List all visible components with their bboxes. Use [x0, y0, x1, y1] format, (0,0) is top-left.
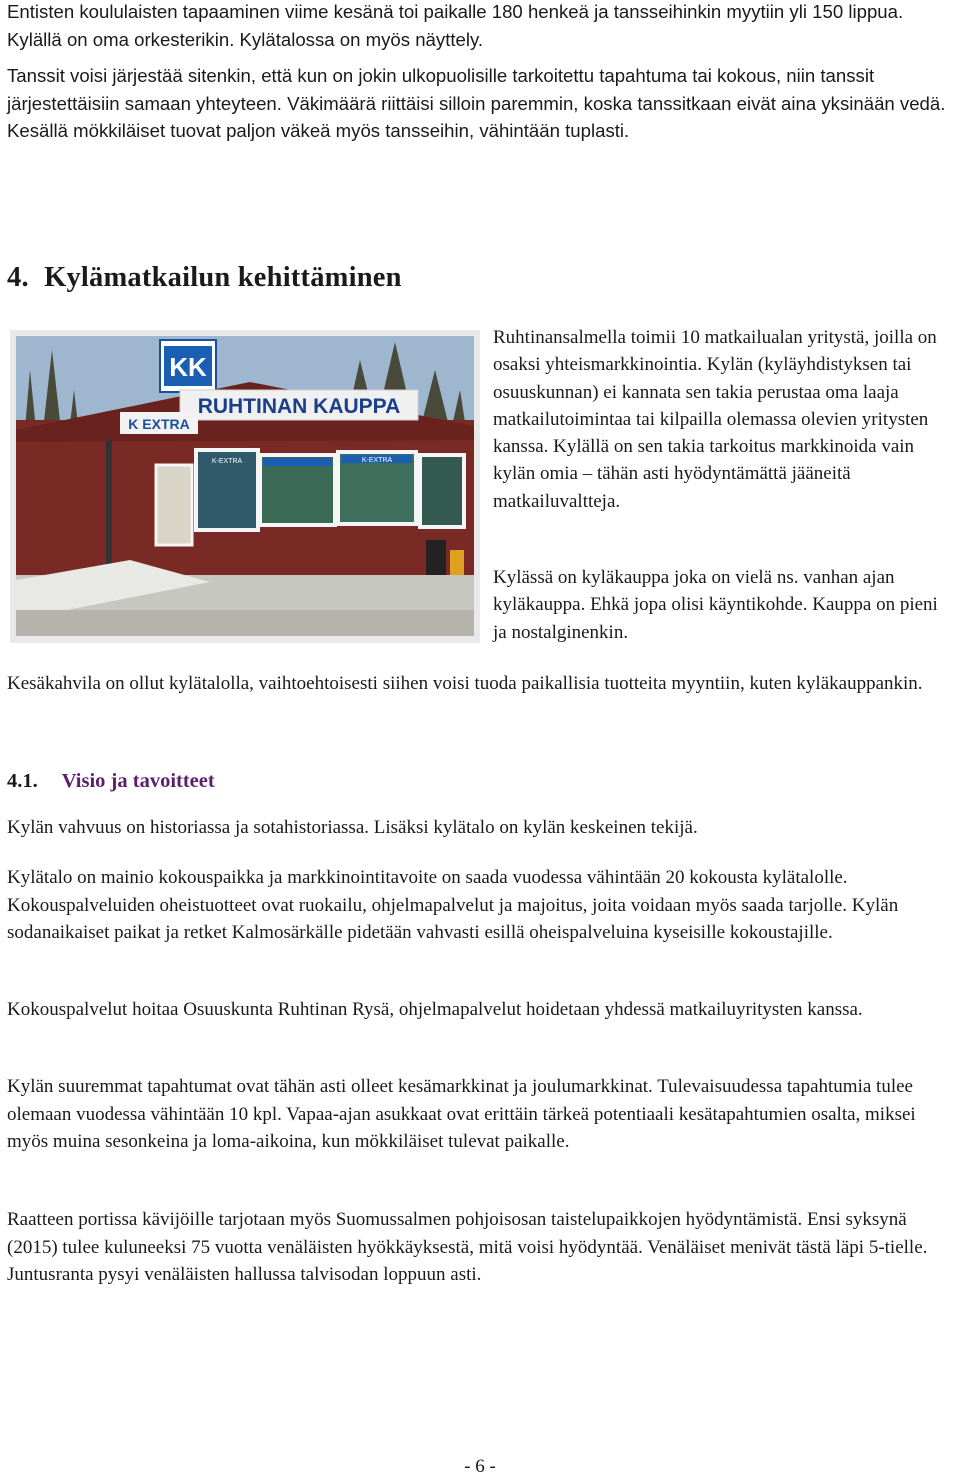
section-41-paragraph-3: Kokouspalvelut hoitaa Osuuskunta Ruhtinan Rysä, ohjelmapalvelut hoidetaan yhdessä matkailuyritysten kanssa. [7, 999, 863, 1020]
intro-paragraph-2: Tanssit voisi järjestää sitenkin, että kun on jokin ulkopuolisille tarkoitettu tapahtuma tai kokous, niin tanssit järjestettäisiin samaan yhteyteen. Väkimäärä riittäisi silloin paremmin, koska tanssitkaan eivät aina yksinään vedä. Kesällä mökkiläiset tuovat paljon väkeä myös tansseihin, vähintään tuplasti. [7, 65, 946, 141]
section-4-right-paragraph-2: Kylässä on kyläkauppa joka on vielä ns. vanhan ajan kyläkauppa. Ehkä jopa olisi käyntikohde. Kauppa on pieni ja nostalginenkin. [493, 567, 938, 643]
section-4-number: 4. [7, 262, 29, 293]
k-logo-text: KK [169, 352, 207, 382]
section-41-heading [7, 770, 215, 793]
main-store-sign-text: RUHTINAN KAUPPA [197, 395, 401, 418]
store-door [156, 465, 192, 545]
section-4-cafe-paragraph: Kesäkahvila on ollut kylätalolla, vaihtoehtoisesti siihen voisi tuoda paikallisia tuotteita myyntiin, kuten kyläkauppankin. [7, 673, 923, 694]
window-label-right: K-EXTRA [361, 457, 393, 464]
section-41-paragraph-1: Kylän vahvuus on historiassa ja sotahistoriassa. Lisäksi kylätalo on kylän keskeinen tekijä. [7, 817, 698, 838]
intro-paragraph-1: Entisten koululaisten tapaaminen viime kesänä toi paikalle 180 henkeä ja tansseihinkin myytiin yli 150 lippua. Kylällä on oma orkesterikin. Kylätalossa on myös näyttely. [7, 1, 904, 50]
village-store-photo [10, 330, 480, 643]
section-41-number: 4.1. [7, 770, 38, 792]
k-extra-sign-text: K EXTRA [128, 416, 190, 432]
section-4-right-paragraph-1: Ruhtinansalmella toimii 10 matkailualan yritystä, joilla on osaksi yhteismarkkinointia. Kylän (kyläyhdistyksen tai osuuskunnan) ei kannata sen takia perustaa oma laaja matkailutoimintaa tai kilpailla olemassa olevien yritysten kanssa. Kylällä on sen takia tarkoitus markkinoida vain kylän omia – tähän asti hyödyntämättä jääneitä matkailuvaltteja. [493, 327, 937, 512]
page-number: - 6 - [464, 1456, 496, 1477]
section-4-heading [7, 262, 402, 294]
section-41-paragraph-2: Kylätalo on mainio kokouspaikka ja markkinointitavoite on saada vuodessa vähintään 20 kokousta kylätalolle. Kokouspalveluiden oheistuotteet ovat ruokailu, ohjelmapalvelut ja majoitus, joita voidaan myös saada tarjolle. Kylän sodanaikaiset paikat ja retket Kalmosärkälle pidetään vahvasti esillä oheispalveluina kyseisille kokoustajille. [7, 867, 899, 943]
section-41-paragraph-4: Kylän suuremmat tapahtumat ovat tähän asti olleet kesämarkkinat ja joulumarkkinat. Tulevaisuudessa tapahtumia tulee olemaan vuodessa vähintään 10 kpl. Vapaa-ajan asukkaat ovat erittäin tärkeä potentiaali kesätapahtumien osalta, miksei myös muina sesonkeina ja loma-aikoina, kun mökkiläiset tulevat paikalle. [7, 1076, 916, 1152]
section-4-title: Kylämatkailun kehittäminen [44, 262, 402, 293]
section-41-title: Visio ja tavoitteet [61, 770, 215, 792]
section-41-paragraph-5: Raatteen portissa kävijöille tarjotaan myös Suomussalmen pohjoisosan taistelupaikkojen hyödyntämistä. Ensi syksynä (2015) tulee kuluneeksi 75 vuotta venäläisten hyökkäyksestä, mitä voisi hyödyntää. Venäläiset menivät tästä läpi 5-tielle. Juntusranta pysyi venäläisten hallussa talvisodan loppuun asti. [7, 1209, 928, 1285]
window-label-left: K-EXTRA [211, 458, 243, 465]
